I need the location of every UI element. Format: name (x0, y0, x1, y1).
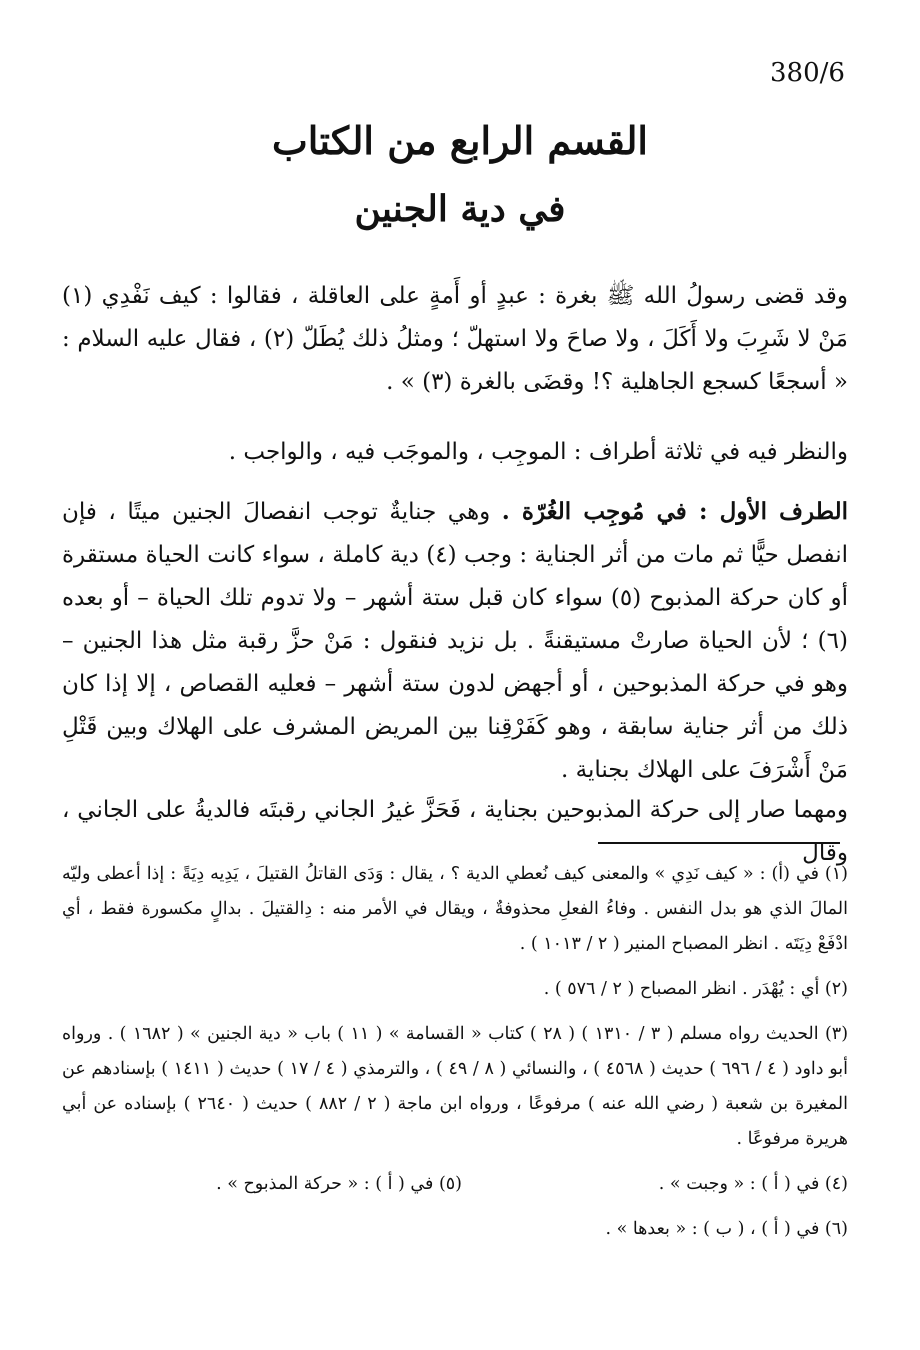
footnote-2: (٢) أي : يُهْدَر . انظر المصباح ( ٢ / ٥٧٦ ) . (543, 979, 848, 999)
paragraph-3 (62, 490, 848, 792)
paragraph-1: وقد قضى رسولُ الله ﷺ بغرة : عبدٍ أو أَمةٍ على العاقلة ، فقالوا : كيف نَفْدِي (١) مَنْ لا شَرِبَ ولا أَكَلَ ، ولا صاحَ ولا استهلّ ؛ ومثلُ ذلك يُطَلّ (٢) ، فقال عليه السلام : « أسجعًا كسجع الجاهلية ؟! وقضَى بالغرة (٣) » . (62, 283, 848, 395)
footnotes (62, 857, 848, 1257)
footnote-6: (٦) في ( أ ) ، ( ب ) : « بعدها » . (605, 1219, 848, 1239)
footnote-divider (598, 842, 840, 844)
paragraph-3-lead: الطرف الأول : في مُوجِب الغُرّة . (501, 498, 848, 525)
footnote-5: (٥) في ( أ ) : « حركة المذبوح » . (216, 1174, 462, 1194)
section-subtitle: في دية الجنين (354, 188, 566, 230)
footnote-3: (٣) الحديث رواه مسلم ( ٣ / ١٣١٠ ) ( ٢٨ ) كتاب « القسامة » ( ١١ ) باب « دية الجنين » ( ١٦٨٢ ) . ورواه أبو داود ( ٤ / ٦٩٦ ) حديث ( ٤٥٦٨ ) ، والنسائي ( ٨ / ٤٩ ) ، والترمذي ( ٤ / ١٧ ) حديث ( ١٤١١ ) بإسنادهم عن المغيرة بن شعبة ( رضي الله عنه ) مرفوعًا ، ورواه ابن ماجة ( ٢ / ٨٨٢ ) حديث ( ٢٦٤٠ ) بإسناده عن أبي هريرة مرفوعًا . (62, 1024, 849, 1149)
section-title: القسم الرابع من الكتاب (272, 118, 648, 163)
page-number: 380/6 (770, 58, 845, 88)
paragraph-2: والنظر فيه في ثلاثة أطراف : الموجِب ، والموجَب فيه ، والواجب . (228, 439, 848, 465)
footnote-1: (١) في (أ) : « كيف نَدِي » والمعنى كيف نُعطي الدية ؟ ، يقال : وَدَى القاتلُ القتيلَ ، يَدِيه دِيَةً : إذا أعطى وليّه المالَ الذي هو بدل النفس . وفاءُ الفعلِ محذوفةٌ ، ويقال في الأمر منه : دِالقتيلَ . بدالٍ مكسورة فقط ، أي ادْفَعْ دِيَتَه . انظر المصباح المنير ( ٢ / ١٠١٣ ) . (62, 864, 848, 954)
footnote-4: (٤) في ( أ ) : « وجبت » . (658, 1174, 848, 1194)
footnote-row (62, 1167, 848, 1202)
paragraph-4: ومهما صار إلى حركة المذبوحين بجناية ، فَحَزَّ غيرُ الجاني رقبتَه فالديةُ على الجاني ، وقال (62, 797, 848, 866)
paragraph-3-text: وهي جنايةٌ توجب انفصالَ الجنين ميتًا ، فإن انفصل حيًّا ثم مات من أثر الجناية : وجب (٤) دية كاملة ، سواء كانت الحياة مستقرة أو كان حركة المذبوح (٥) سواء كان قبل ستة أشهر – ولا تدوم تلك الحياة – أو بعده (٦) ؛ لأن الحياة صارتْ مستيقنةً . بل نزيد فنقول : مَنْ حزَّ رقبة مثل هذا الجنين – وهو في حركة المذبوحين ، أو أجهض لدون ستة أشهر – فعليه القصاص ، إلا إذا كان ذلك من أثر جناية سابقة ، وهو كَفَرْقِنا بين المريض المشرف على الهلاك وبين قَتْلِ مَنْ أَشْرَفَ على الهلاك بجناية . (62, 499, 848, 783)
